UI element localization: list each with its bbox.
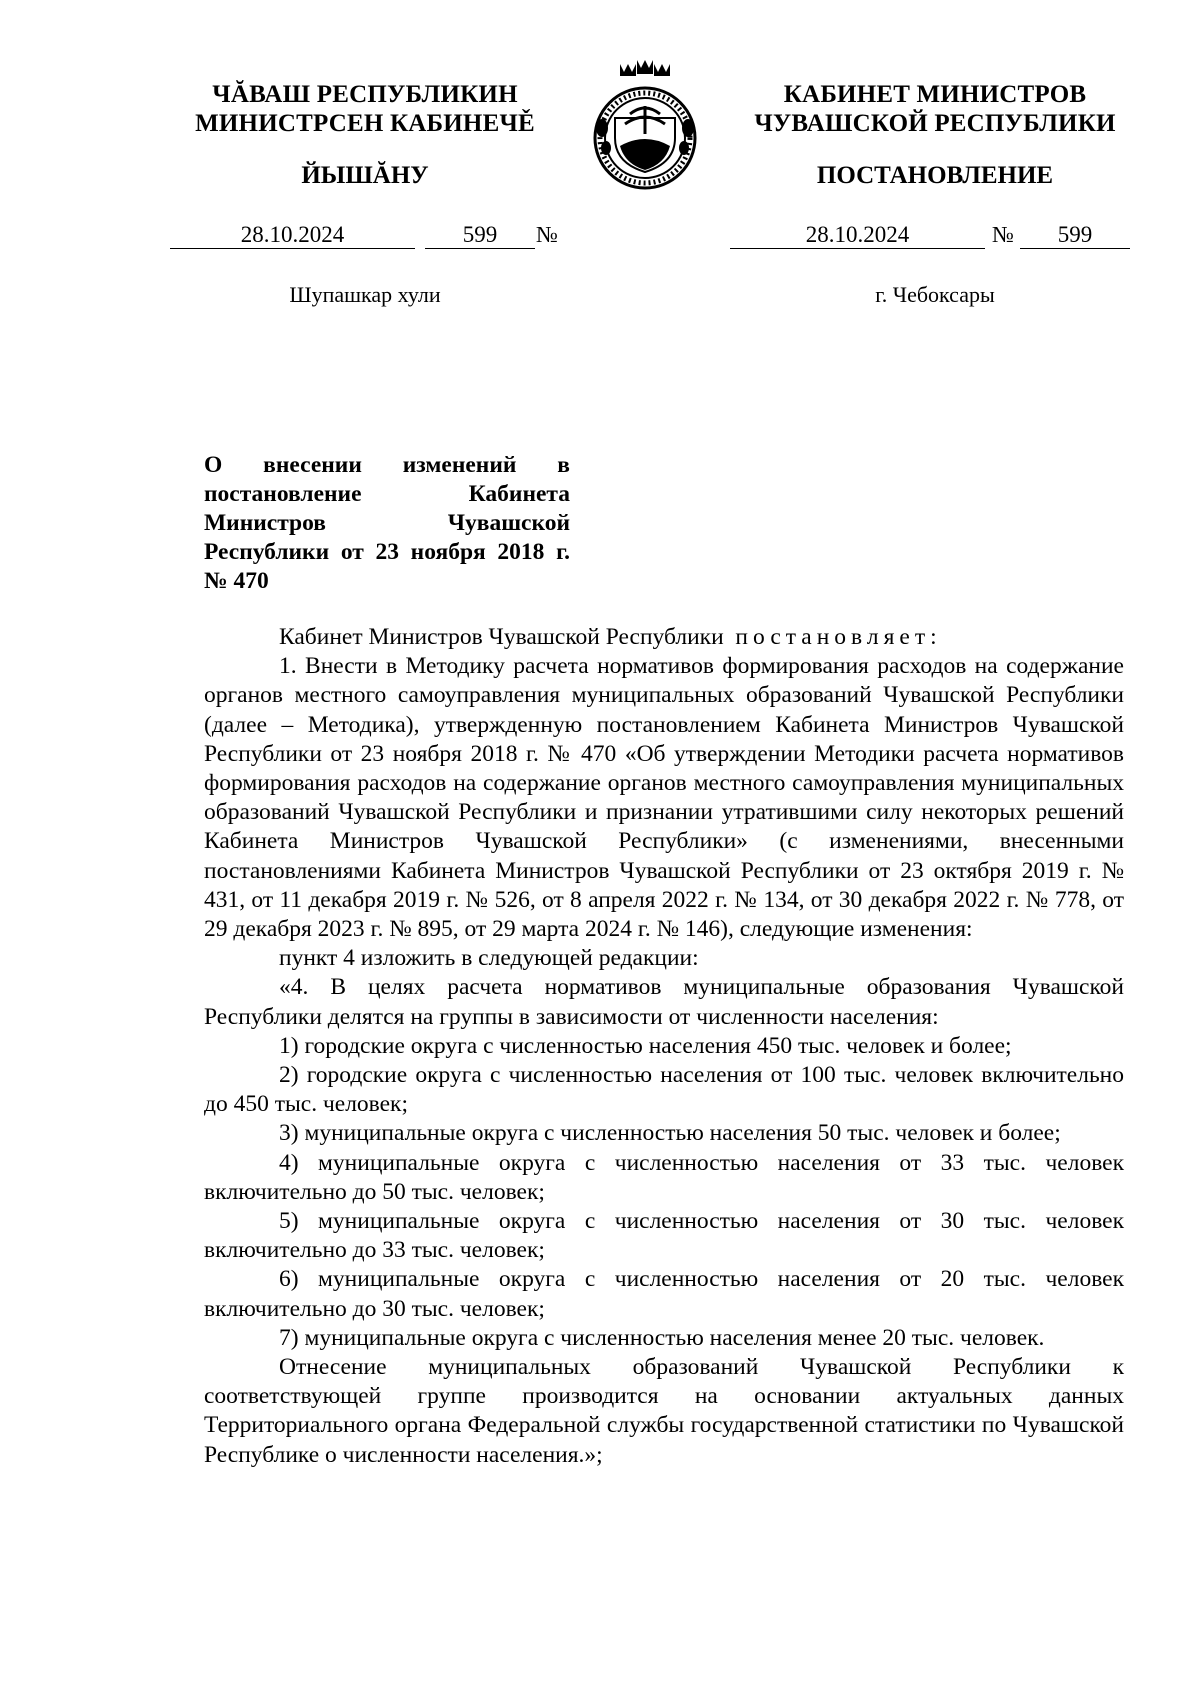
- group-item-7: 7) муниципальные округа с численностью населения менее 20 тыс. человек.: [279, 1324, 1045, 1351]
- chuvash-emblem-icon: [580, 58, 710, 192]
- body-paragraph-1: 1. Внести в Методику расчета нормативов формирования расходов на содержание органов местного самоуправления муниципальных образований Чувашской Республики (далее – Методика), утвержденную постановлением Кабинета Министров Чувашской Республики от 23 ноября 2018 г. № 470 «Об утверждении Методики расчета нормативов формирования расходов на содержание органов местного самоуправления муниципальных образований Чувашской Республики и признании утратившими силу некоторых решений Кабинета Министров Чувашской Республики» (с изменениями, внесенными постановлениями Кабинета Министров Чувашской Республики от 23 октября 2019 г. № 431, от 11 декабря 2019 г. № 526, от 8 апреля 2022 г. № 134, от 30 декабря 2022 г. № 778, от 29 декабря 2023 г. № 895, от 29 марта 2024 г. № 146), следующие изменения:: [204, 653, 1124, 943]
- right-number-sign: №: [992, 222, 1014, 247]
- left-number-row: [170, 222, 570, 250]
- header-left: [160, 80, 570, 138]
- city-chuvash: Шупашкар хули: [289, 282, 441, 307]
- org-name-chuvash-line1: ЧĂВАШ РЕСПУБЛИКИН: [212, 81, 518, 108]
- left-date: 28.10.2024: [170, 222, 415, 249]
- header-right: [735, 80, 1135, 138]
- city-russian: г. Чебоксары: [875, 282, 995, 307]
- body-paragraph-3: «4. В целях расчета нормативов муниципальные образования Чувашской Республики делятся на группы в зависимости от численности населения:: [204, 974, 1124, 1030]
- body-paragraph-2: пункт 4 изложить в следующей редакции:: [279, 945, 699, 972]
- document-body: [204, 623, 1124, 1470]
- left-number-sign: №: [536, 222, 558, 247]
- intro-verb: постановляет:: [735, 624, 942, 650]
- group-item-2: 2) городские округа с численностью населения от 100 тыс. человек включительно до 450 тыс. человек;: [204, 1062, 1124, 1118]
- doc-type-chuvash: ЙЫШĂНУ: [301, 162, 429, 189]
- body-paragraph-final: Отнесение муниципальных образований Чувашской Республики к соответствующей группе производится на основании актуальных данных Территориального органа Федеральной службы государственной статистики по Чувашской Республике о численности населения.»;: [204, 1354, 1124, 1468]
- group-item-5: 5) муниципальные округа с численностью населения от 30 тыс. человек включительно до 33 тыс. человек;: [204, 1208, 1124, 1264]
- right-number-row: [730, 222, 1140, 250]
- group-item-1: 1) городские округа с численностью населения 450 тыс. человек и более;: [279, 1032, 1012, 1059]
- left-number: 599: [425, 222, 535, 249]
- intro-paragraph: [204, 623, 1124, 652]
- org-name-russian-line2: ЧУВАШСКОЙ РЕСПУБЛИКИ: [754, 110, 1116, 137]
- intro-text: Кабинет Министров Чувашской Республики: [279, 624, 724, 650]
- group-item-3: 3) муниципальные округа с численностью населения 50 тыс. человек и более;: [279, 1120, 1061, 1147]
- doc-type-russian: ПОСТАНОВЛЕНИЕ: [816, 162, 1054, 189]
- document-subject: О внесении изменений в постановление Кабинета Министров Чувашской Республики от 23 ноября 2018 г. № 470: [204, 452, 570, 594]
- group-item-6: 6) муниципальные округа с численностью населения от 20 тыс. человек включительно до 30 тыс. человек;: [204, 1266, 1124, 1322]
- group-item-4: 4) муниципальные округа с численностью населения от 33 тыс. человек включительно до 50 тыс. человек;: [204, 1149, 1124, 1205]
- right-number: 599: [1020, 222, 1130, 249]
- org-name-chuvash-line2: МИНИСТРСЕН КАБИНЕЧĚ: [195, 110, 535, 137]
- right-date: 28.10.2024: [730, 222, 985, 249]
- org-name-russian-line1: КАБИНЕТ МИНИСТРОВ: [783, 81, 1087, 108]
